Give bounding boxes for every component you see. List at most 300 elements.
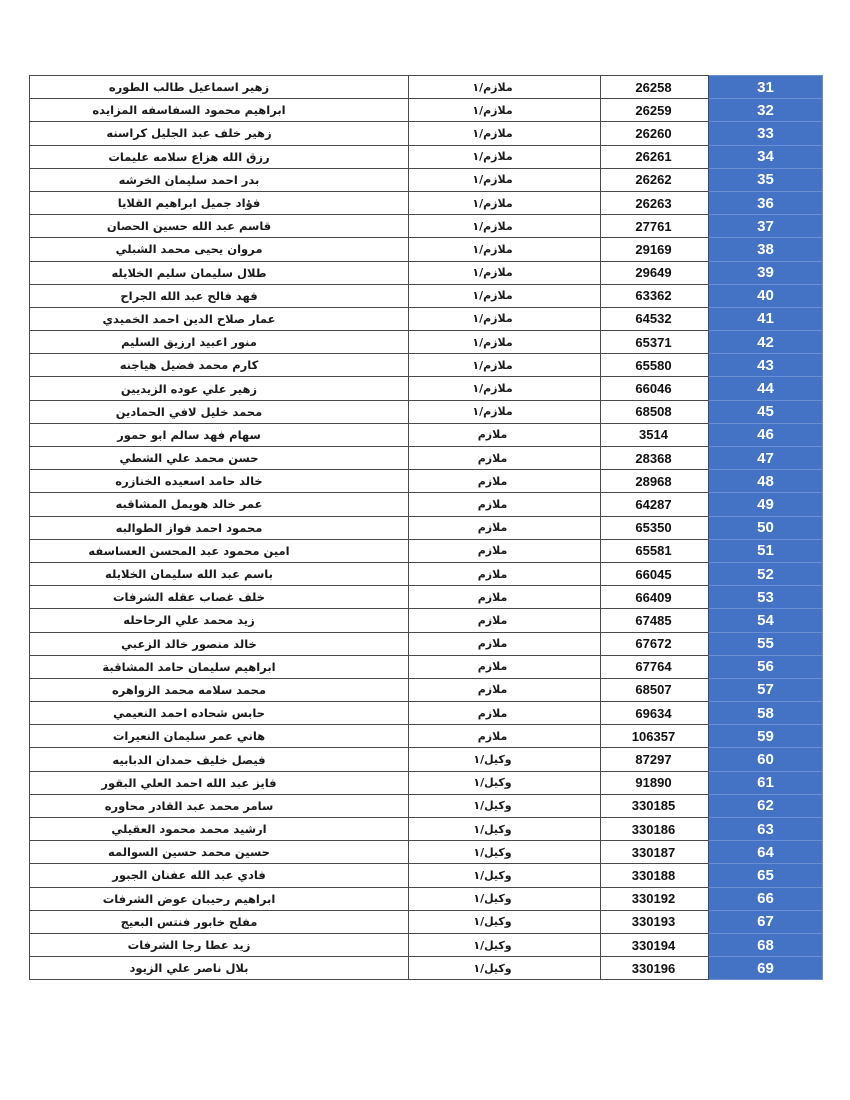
sequence-cell [709, 632, 823, 655]
table-row [30, 841, 823, 864]
name-cell [30, 423, 409, 446]
name-cell [30, 864, 409, 887]
name-cell-text: ابراهيم سليمان حامد المشاقبة [102, 659, 276, 674]
rank-cell-text: ملازم/١ [472, 150, 513, 164]
rank-cell-text: ملازم/١ [472, 266, 513, 280]
number-cell-text: 67764 [635, 659, 672, 675]
number-cell-text: 28968 [635, 473, 672, 489]
table-row [30, 284, 823, 307]
number-cell [601, 864, 709, 887]
rank-cell-text: ملازم/١ [472, 335, 513, 349]
name-cell-text: فؤاد جميل ابراهيم القلايا [117, 196, 261, 211]
rank-cell-text: ملازم [477, 521, 508, 535]
number-cell-text: 64532 [635, 311, 672, 327]
rank-cell-text: وكيل/١ [473, 961, 512, 975]
name-cell-text: ابراهيم محمود السفاسفه المزايده [92, 103, 286, 118]
sequence-cell-text: 36 [757, 194, 774, 212]
name-cell [30, 632, 409, 655]
rank-cell [409, 447, 601, 470]
number-cell [601, 539, 709, 562]
name-cell-text: ارشيد محمد محمود العقيلي [111, 822, 267, 837]
sequence-cell-text: 31 [757, 78, 774, 96]
name-cell-text: رزق الله هزاع سلامه عليمات [108, 149, 270, 164]
sequence-cell-text: 41 [757, 310, 774, 328]
sequence-cell-text: 64 [757, 843, 774, 861]
sequence-cell [709, 191, 823, 214]
table-row [30, 957, 823, 980]
sequence-cell [709, 586, 823, 609]
sequence-cell [709, 910, 823, 933]
number-cell [601, 678, 709, 701]
number-cell-text: 68508 [635, 404, 672, 420]
sequence-cell-text: 43 [757, 356, 774, 374]
sequence-cell [709, 655, 823, 678]
rank-cell-text: وكيل/١ [473, 892, 512, 906]
sequence-cell [709, 354, 823, 377]
number-cell-text: 26263 [635, 195, 672, 211]
table-row [30, 725, 823, 748]
name-cell-text: خلف غصاب عقله الشرفات [112, 590, 266, 605]
number-cell-text: 26258 [635, 79, 672, 95]
rank-cell [409, 145, 601, 168]
number-cell-text: 330194 [631, 937, 676, 953]
number-cell [601, 725, 709, 748]
sequence-cell-text: 48 [757, 472, 774, 490]
table-row [30, 678, 823, 701]
sequence-cell [709, 818, 823, 841]
number-cell-text: 29649 [635, 265, 672, 281]
sequence-cell-text: 60 [757, 751, 774, 769]
rank-cell [409, 794, 601, 817]
name-cell-text: فهد فالح عبد الله الجراح [120, 288, 258, 303]
sequence-cell-text: 47 [757, 449, 774, 467]
sequence-cell [709, 957, 823, 980]
table-body [30, 76, 823, 980]
name-cell [30, 910, 409, 933]
table-row [30, 748, 823, 771]
name-cell-text: خالد منصور خالد الزعبي [121, 636, 257, 651]
name-cell [30, 957, 409, 980]
rank-cell [409, 933, 601, 956]
name-cell-text: محمود احمد فواز الطوالبه [115, 520, 263, 535]
rank-cell-text: ملازم/١ [472, 219, 513, 233]
number-cell [601, 586, 709, 609]
table-row [30, 238, 823, 261]
rank-cell-text: ملازم/١ [472, 358, 513, 372]
name-cell-text: قاسم عبد الله حسين الحصان [106, 219, 272, 234]
number-cell [601, 99, 709, 122]
sequence-cell [709, 423, 823, 446]
name-cell [30, 470, 409, 493]
name-cell [30, 238, 409, 261]
rank-cell [409, 586, 601, 609]
number-cell-text: 65581 [635, 543, 672, 559]
name-cell-text: عمار صلاح الدين احمد الخميدي [102, 311, 276, 326]
name-cell-text: فيصل خليف حمدان الدبابيه [112, 752, 266, 767]
sequence-cell-text: 67 [757, 913, 774, 931]
rank-cell-text: ملازم [477, 474, 508, 488]
number-cell [601, 887, 709, 910]
sequence-cell-text: 40 [757, 287, 774, 305]
sequence-cell [709, 493, 823, 516]
number-cell [601, 702, 709, 725]
number-cell-text: 66045 [635, 566, 672, 582]
sequence-cell-text: 54 [757, 611, 774, 629]
table-row [30, 215, 823, 238]
number-cell-text: 330188 [631, 867, 676, 883]
rank-cell [409, 771, 601, 794]
name-cell-text: باسم عبد الله سليمان الخلايله [105, 567, 273, 582]
sequence-cell-text: 52 [757, 565, 774, 583]
number-cell-text: 330193 [631, 914, 676, 930]
number-cell [601, 470, 709, 493]
number-cell [601, 354, 709, 377]
rank-cell-text: ملازم [477, 590, 508, 604]
sequence-cell [709, 470, 823, 493]
number-cell [601, 841, 709, 864]
sequence-cell [709, 794, 823, 817]
number-cell [601, 191, 709, 214]
table-row [30, 191, 823, 214]
rank-cell [409, 818, 601, 841]
rank-cell-text: وكيل/١ [473, 822, 512, 836]
sequence-cell [709, 748, 823, 771]
sequence-cell [709, 145, 823, 168]
name-cell [30, 377, 409, 400]
table-row [30, 122, 823, 145]
rank-cell [409, 377, 601, 400]
name-cell [30, 818, 409, 841]
rank-cell [409, 99, 601, 122]
table-row [30, 933, 823, 956]
number-cell [601, 215, 709, 238]
sequence-cell-text: 45 [757, 403, 774, 421]
rank-cell-text: ملازم [477, 567, 508, 581]
sequence-cell-text: 44 [757, 380, 774, 398]
rank-cell-text: ملازم/١ [472, 103, 513, 117]
rank-cell [409, 284, 601, 307]
name-cell [30, 725, 409, 748]
sequence-cell-text: 55 [757, 635, 774, 653]
number-cell-text: 106357 [631, 728, 676, 744]
number-cell [601, 794, 709, 817]
number-cell-text: 63362 [635, 288, 672, 304]
number-cell [601, 933, 709, 956]
rank-cell [409, 910, 601, 933]
name-cell [30, 215, 409, 238]
rank-cell-text: وكيل/١ [473, 938, 512, 952]
name-cell [30, 99, 409, 122]
table-row [30, 539, 823, 562]
table-row [30, 168, 823, 191]
sequence-cell-text: 37 [757, 217, 774, 235]
name-cell-text: زهير اسماعيل طالب الطوره [108, 80, 270, 95]
number-cell [601, 748, 709, 771]
rank-cell [409, 400, 601, 423]
rank-cell-text: ملازم [477, 706, 508, 720]
sequence-cell [709, 99, 823, 122]
number-cell-text: 87297 [635, 752, 672, 768]
number-cell-text: 330186 [631, 821, 676, 837]
sequence-cell [709, 76, 823, 99]
name-cell-text: بلال ناصر علي الزيود [129, 961, 249, 976]
name-cell [30, 307, 409, 330]
sequence-cell-text: 51 [757, 542, 774, 560]
number-cell-text: 65580 [635, 357, 672, 373]
number-cell-text: 330185 [631, 798, 676, 814]
number-cell-text: 65371 [635, 334, 672, 350]
rank-cell-text: وكيل/١ [473, 915, 512, 929]
table-row [30, 99, 823, 122]
sequence-cell-text: 68 [757, 936, 774, 954]
rank-cell [409, 841, 601, 864]
table-row [30, 864, 823, 887]
name-cell-text: زيد محمد علي الرحاحله [123, 613, 255, 628]
number-cell-text: 26259 [635, 102, 672, 118]
rank-cell [409, 470, 601, 493]
table-row [30, 331, 823, 354]
name-cell-text: ابراهيم رحيبان عوض الشرفات [102, 891, 276, 906]
number-cell-text: 29169 [635, 241, 672, 257]
number-cell [601, 609, 709, 632]
name-cell-text: هاني عمر سليمان النعيرات [112, 729, 266, 744]
rank-cell-text: وكيل/١ [473, 776, 512, 790]
number-cell-text: 66046 [635, 381, 672, 397]
table-row [30, 632, 823, 655]
rank-cell-text: ملازم/١ [472, 173, 513, 187]
table-row [30, 516, 823, 539]
sequence-cell-text: 57 [757, 681, 774, 699]
table-row [30, 447, 823, 470]
number-cell [601, 516, 709, 539]
name-cell [30, 145, 409, 168]
table-row [30, 423, 823, 446]
table-row [30, 470, 823, 493]
number-cell [601, 632, 709, 655]
rank-cell [409, 957, 601, 980]
name-cell-text: حسن محمد علي الشطي [119, 451, 259, 466]
rank-cell [409, 887, 601, 910]
rank-cell-text: ملازم [477, 451, 508, 465]
name-cell-text: منور اعبيد ارزيق السليم [121, 335, 257, 350]
table-row [30, 586, 823, 609]
rank-cell-text: وكيل/١ [473, 799, 512, 813]
table-row [30, 261, 823, 284]
rank-cell-text: ملازم/١ [472, 242, 513, 256]
rank-cell [409, 331, 601, 354]
rank-cell [409, 76, 601, 99]
number-cell [601, 331, 709, 354]
sequence-cell-text: 32 [757, 101, 774, 119]
sequence-cell-text: 38 [757, 240, 774, 258]
name-cell-text: زيد عطا رجا الشرفات [127, 938, 251, 953]
sequence-cell-text: 65 [757, 866, 774, 884]
rank-cell [409, 864, 601, 887]
name-cell [30, 562, 409, 585]
sequence-cell [709, 609, 823, 632]
name-cell-text: زهير علي عوده الزيديين [120, 381, 258, 396]
table-row [30, 354, 823, 377]
sequence-cell [709, 562, 823, 585]
rank-cell-text: ملازم [477, 729, 508, 743]
number-cell-text: 330192 [631, 891, 676, 907]
number-cell [601, 168, 709, 191]
name-cell [30, 539, 409, 562]
rank-cell [409, 168, 601, 191]
rank-cell-text: وكيل/١ [473, 845, 512, 859]
rank-cell [409, 725, 601, 748]
rank-cell-text: ملازم [477, 683, 508, 697]
name-cell [30, 261, 409, 284]
name-cell [30, 655, 409, 678]
number-cell [601, 76, 709, 99]
name-cell [30, 702, 409, 725]
number-cell-text: 26260 [635, 125, 672, 141]
table-row [30, 887, 823, 910]
table-row [30, 562, 823, 585]
sequence-cell-text: 50 [757, 519, 774, 537]
table-row [30, 493, 823, 516]
number-cell [601, 493, 709, 516]
name-cell [30, 586, 409, 609]
number-cell-text: 66409 [635, 589, 672, 605]
rank-cell-text: ملازم/١ [472, 196, 513, 210]
table-row [30, 818, 823, 841]
sequence-cell [709, 447, 823, 470]
rank-cell-text: ملازم/١ [472, 289, 513, 303]
name-cell [30, 284, 409, 307]
name-cell [30, 400, 409, 423]
name-cell [30, 447, 409, 470]
rank-cell [409, 122, 601, 145]
sequence-cell [709, 864, 823, 887]
table-row [30, 794, 823, 817]
rank-cell [409, 493, 601, 516]
rank-cell [409, 516, 601, 539]
rank-cell [409, 539, 601, 562]
number-cell [601, 400, 709, 423]
number-cell [601, 818, 709, 841]
name-cell-text: فايز عبد الله احمد العلي البقور [101, 775, 277, 790]
table-row [30, 702, 823, 725]
sequence-cell-text: 35 [757, 171, 774, 189]
sequence-cell [709, 516, 823, 539]
number-cell-text: 64287 [635, 496, 672, 512]
rank-cell [409, 678, 601, 701]
number-cell-text: 69634 [635, 705, 672, 721]
name-cell-text: مفلح خابور فنتس البعيج [120, 914, 258, 929]
sequence-cell-text: 62 [757, 797, 774, 815]
number-cell [601, 771, 709, 794]
sequence-cell [709, 215, 823, 238]
rank-cell [409, 261, 601, 284]
sequence-cell-text: 56 [757, 658, 774, 676]
rank-cell [409, 238, 601, 261]
sequence-cell-text: 58 [757, 704, 774, 722]
sequence-cell-text: 53 [757, 588, 774, 606]
name-cell-text: فادي عبد الله عفنان الجبور [112, 868, 266, 883]
name-cell [30, 122, 409, 145]
name-cell [30, 516, 409, 539]
number-cell [601, 238, 709, 261]
name-cell-text: طلال سليمان سليم الخلايله [111, 265, 267, 280]
name-cell [30, 191, 409, 214]
rank-cell-text: ملازم/١ [472, 405, 513, 419]
sequence-cell-text: 66 [757, 890, 774, 908]
sequence-cell [709, 261, 823, 284]
table-row [30, 76, 823, 99]
number-cell-text: 28368 [635, 450, 672, 466]
number-cell-text: 67672 [635, 636, 672, 652]
rank-cell-text: ملازم [477, 544, 508, 558]
rank-cell [409, 215, 601, 238]
rank-cell [409, 191, 601, 214]
number-cell-text: 330196 [631, 960, 676, 976]
rank-cell [409, 354, 601, 377]
name-cell-text: كارم محمد فضيل هياجنه [119, 358, 259, 373]
name-cell [30, 609, 409, 632]
table-row [30, 655, 823, 678]
number-cell [601, 122, 709, 145]
number-cell-text: 91890 [635, 775, 672, 791]
rank-cell-text: وكيل/١ [473, 753, 512, 767]
name-cell [30, 748, 409, 771]
name-cell-text: خالد حامد اسعيده الخنازره [115, 474, 263, 489]
table-row [30, 145, 823, 168]
name-cell-text: حسين محمد حسين السوالمه [108, 845, 270, 860]
personnel-table [29, 75, 823, 980]
table-row [30, 377, 823, 400]
name-cell [30, 678, 409, 701]
number-cell [601, 284, 709, 307]
sequence-cell [709, 841, 823, 864]
name-cell [30, 493, 409, 516]
table-row [30, 307, 823, 330]
name-cell-text: سامر محمد عبد القادر محاوره [104, 798, 274, 813]
table-row [30, 400, 823, 423]
number-cell [601, 261, 709, 284]
rank-cell-text: ملازم [477, 428, 508, 442]
sequence-cell [709, 702, 823, 725]
sequence-cell-text: 49 [757, 495, 774, 513]
sequence-cell-text: 63 [757, 820, 774, 838]
sequence-cell [709, 168, 823, 191]
name-cell [30, 887, 409, 910]
rank-cell-text: ملازم/١ [472, 382, 513, 396]
sequence-cell-text: 61 [757, 774, 774, 792]
number-cell [601, 655, 709, 678]
sequence-cell [709, 377, 823, 400]
name-cell-text: بدر احمد سليمان الخرشه [118, 172, 260, 187]
sequence-cell [709, 238, 823, 261]
rank-cell-text: ملازم/١ [472, 312, 513, 326]
sequence-cell-text: 42 [757, 333, 774, 351]
sequence-cell-text: 39 [757, 264, 774, 282]
number-cell [601, 423, 709, 446]
number-cell-text: 68507 [635, 682, 672, 698]
number-cell-text: 330187 [631, 844, 676, 860]
sequence-cell-text: 46 [757, 426, 774, 444]
rank-cell-text: ملازم [477, 637, 508, 651]
rank-cell-text: ملازم [477, 613, 508, 627]
number-cell-text: 67485 [635, 612, 672, 628]
sequence-cell [709, 539, 823, 562]
sequence-cell [709, 725, 823, 748]
sequence-cell [709, 331, 823, 354]
name-cell-text: زهير خلف عبد الجليل كراسنه [106, 126, 272, 141]
number-cell [601, 377, 709, 400]
name-cell-text: حابس شحاده احمد النعيمي [113, 706, 265, 721]
